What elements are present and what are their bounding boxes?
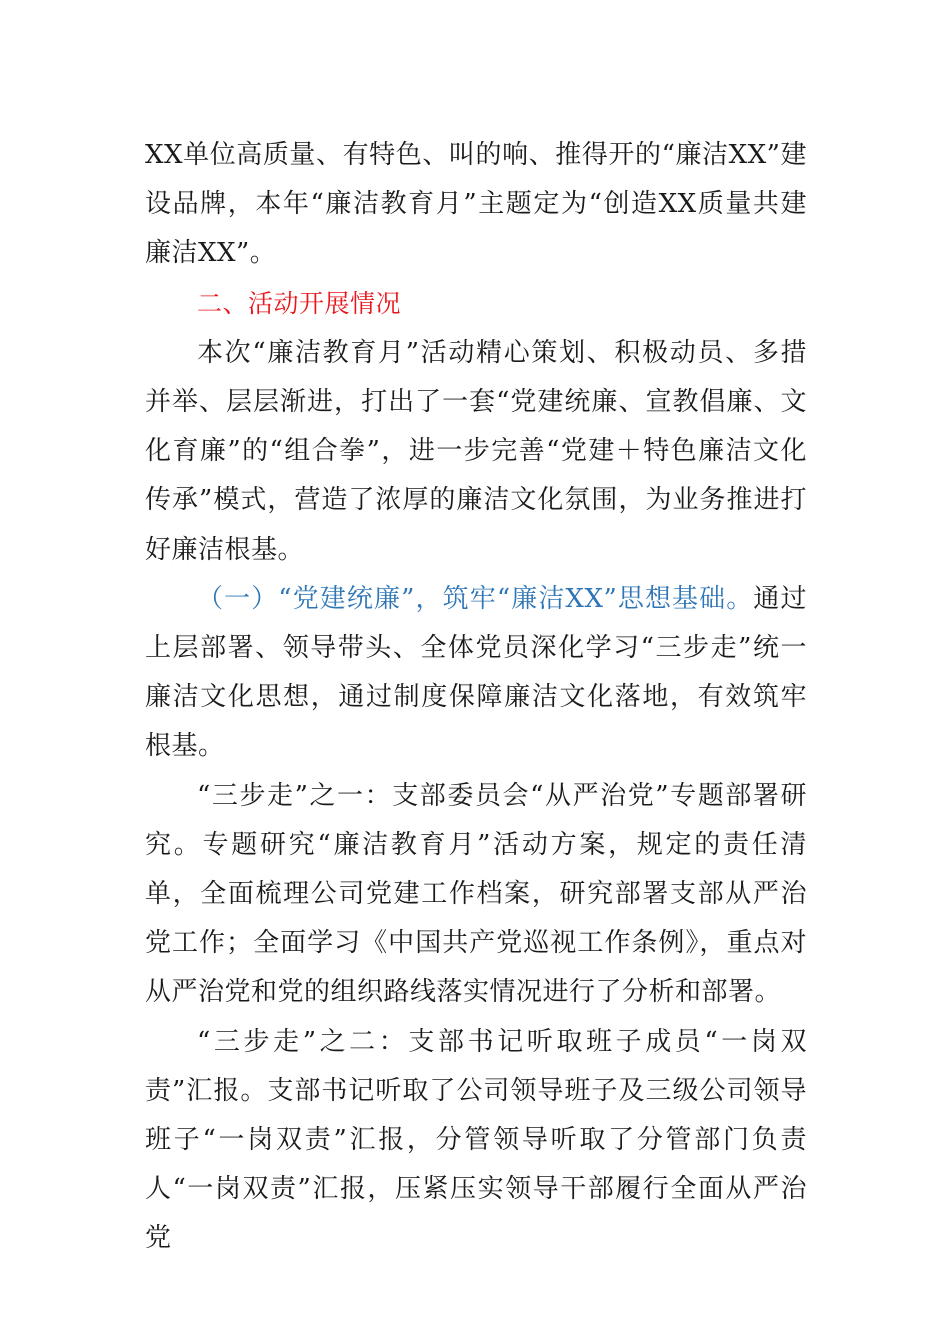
paragraph-brand: XX单位高质量、有特色、叫的响、推得开的“廉洁XX”建设品牌，本年“廉洁教育月”主题定为“创造XX质量共建廉洁XX”。 <box>145 140 807 269</box>
document-body <box>145 131 807 1264</box>
section-heading-activities <box>145 279 807 329</box>
paragraph-step-one: “三步走”之一：支部委员会“从严治党”专题部署研究。专题研究“廉洁教育月”活动方案，规定的责任清单，全面梳理公司党建工作档案，研究部署支部从严治党工作；全面学习《中国共产党巡视工作条例》，重点对从严治党和党的组织路线落实情况进行了分析和部署。 <box>145 780 807 1008</box>
paragraph-overview: 本次“廉洁教育月”活动精心策划、积极动员、多措并举、层层渐进，打出了一套“党建统廉、宣教倡廉、文化育廉”的“组合拳”，进一步完善“党建＋特色廉洁文化传承”模式，营造了浓厚的廉洁文化氛围，为业务推进打好廉洁根基。 <box>145 337 807 565</box>
paragraph-step-two: “三步走”之二：支部书记听取班子成员“一岗双责”汇报。支部书记听取了公司领导班子及三级公司领导班子“一岗双责”汇报，分管领导听取了分管部门负责人“一岗双责”汇报，压紧压实领导干部履行全面从严治党 <box>145 1026 807 1254</box>
subheading-party-building: （一）“党建统廉”，筑牢“廉洁XX”思想基础。 <box>197 583 754 614</box>
paragraph-party-building-text: 通过上层部署、领导带头、全体党员深化学习“三步走”统一廉洁文化思想，通过制度保障廉洁文化落地，有效筑牢根基。 <box>145 583 807 762</box>
section-heading-text: 二、活动开展情况 <box>197 288 402 318</box>
paragraph-party-building <box>145 575 807 772</box>
